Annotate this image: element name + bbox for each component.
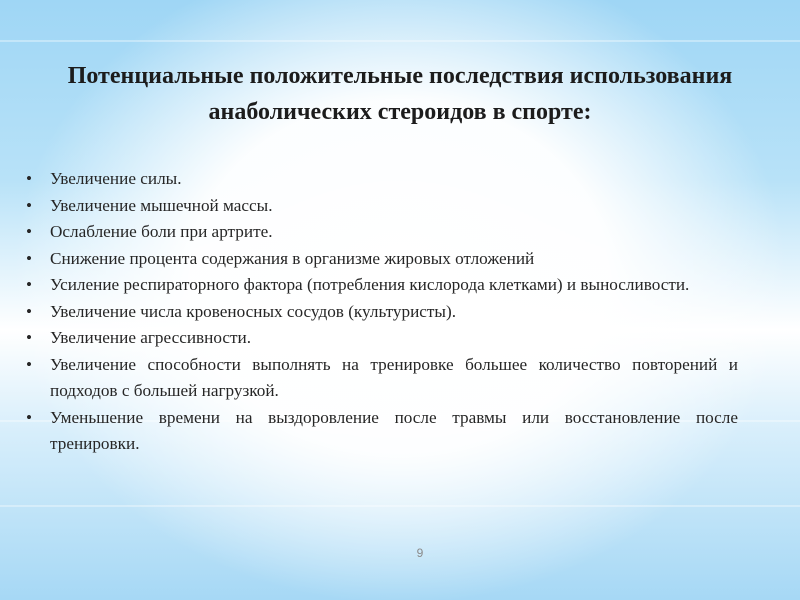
bullet-item: • Увеличение мышечной массы. xyxy=(26,193,738,220)
page-number: 9 xyxy=(416,546,424,560)
bullet-item: • Увеличение способности выполнять на тренировке большее количество повторений и подходов с большей нагрузкой. xyxy=(26,352,738,405)
bullet-item: • Ослабление боли при артрите. xyxy=(26,219,738,246)
bullet-list xyxy=(26,166,738,458)
slide-title: Потенциальные положительные последствия использования анаболических стероидов в спорте: xyxy=(67,63,733,125)
bullet-item: • Уменьшение времени на выздоровление после травмы или восстановление после тренировки. xyxy=(26,405,738,458)
background-stripe xyxy=(0,40,800,42)
bullet-item: • Увеличение силы. xyxy=(26,166,738,193)
bullet-item: • Снижение процента содержания в организме жировых отложений xyxy=(26,246,738,273)
background-stripe xyxy=(0,505,800,507)
bullet-item: • Усиление респираторного фактора (потребления кислорода клетками) и выносливости. xyxy=(26,272,738,299)
bullet-item: • Увеличение агрессивности. xyxy=(26,325,738,352)
bullet-item: • Увеличение числа кровеносных сосудов (культуристы). xyxy=(26,299,738,326)
